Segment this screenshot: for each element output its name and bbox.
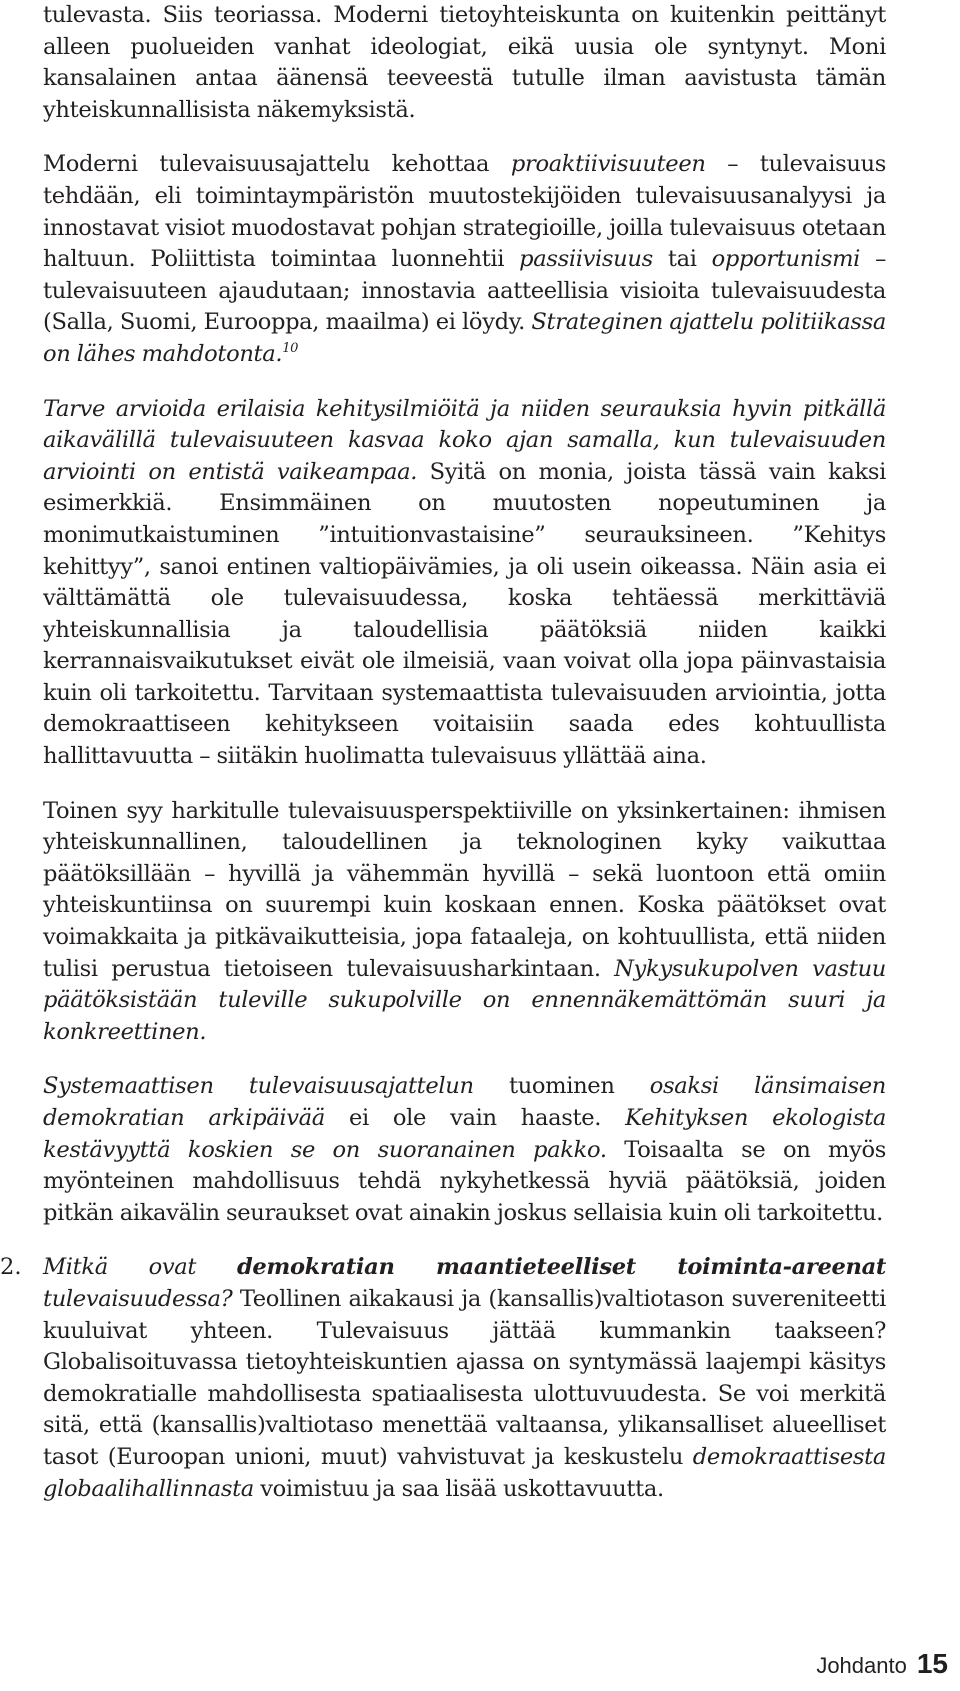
p5-text-3: Toisaalta se on myös myönteinen mahdollisuus tehdä nykyhetkessä hyviä päätöksiä, joiden pitkän aikavälin seuraukset ovat ainakin joskus sellaisia kuin oli tarkoitettu. — [43, 1136, 886, 1226]
p2-text-4: – tulevaisuuteen ajaudutaan; innostavia aatteellisia visioita tulevaisuudesta (Salla, Suomi, Eurooppa, maailma) ei löydy. — [43, 246, 887, 336]
p2-italic-opportunism: opportunismi — [711, 246, 861, 273]
item2-italic-1: Mitkä ovat — [43, 1254, 237, 1281]
p2-italic-strategic: Strateginen ajattelu politiikassa on lähes mahdotonta. — [43, 309, 886, 367]
paragraph-4 — [43, 796, 886, 1049]
item2-text-2: voimistuu ja saa lisää uskottavuutta. — [253, 1475, 664, 1502]
item2-bold-italic: demokratian maantieteelliset toiminta-areenat — [236, 1254, 886, 1281]
p2-italic-passivity: passiivisuus — [519, 246, 653, 273]
paragraph-gap — [43, 773, 886, 796]
p5-italic-3: Kehityksen ekologista kestävyyttä koskien se on suoranainen pakko. — [43, 1105, 886, 1163]
p5-text-2: ei ole vain haaste. — [324, 1105, 626, 1131]
paragraph-gap — [43, 1048, 886, 1071]
item-number: 2. — [0, 1254, 22, 1281]
p5-italic-1: Systemaattisen tulevaisuusajattelun — [43, 1073, 474, 1100]
item2-text-1: Teollinen aikakausi ja (kansallis)valtiotason suvereniteetti kuuluivat yhteen. Tulevaisuus jättää kummankin taakseen? Globalisoituvassa tietoyhteiskuntien ajassa on syntymässä laajempi käsitys demokratialle mahdollisesta spatiaalisesta ulottuvuudesta. Se voi merkitä sitä, että (kansallis)valtiotaso menettää valtaansa, ylikansalliset alueelliset tasot (Euroopan unioni, muut) vahvistuvat ja keskustelu — [43, 1285, 886, 1470]
numbered-item-2 — [0, 1252, 886, 1505]
item2-italic-3: demokraattisesta globaalihallinnasta — [43, 1443, 886, 1502]
item-2-paragraph — [43, 1252, 886, 1505]
item2-italic-2: tulevaisuudessa? — [43, 1285, 233, 1312]
paragraph-3 — [43, 394, 886, 773]
p4-text: Toinen syy harkitulle tulevaisuusperspektiiville on yksinkertainen: ihmisen yhteiskunnallinen, taloudellinen ja teknologinen kyky vaikuttaa päätöksillään – hyvillä ja vähemmän hyvillä – sekä luontoon että omiin yhteiskuntiinsa on suurempi kuin koskaan ennen. Koska päätökset ovat voimakkaita ja pitkävaikutteisia, jopa fataaleja, on kohtuullista, että niiden tulisi perustua tietoiseen tulevaisuusharkintaan. — [43, 797, 886, 982]
p2-text-1: Moderni tulevaisuusajattelu kehottaa — [43, 151, 511, 178]
paragraph-gap — [43, 371, 886, 394]
p5-text-1: tuominen — [473, 1073, 650, 1100]
p2-italic-proactivity: proaktiivisuuteen — [510, 151, 706, 178]
p5-italic-2: osaksi länsimaisen demokratian arkipäivää — [43, 1073, 886, 1131]
paragraph-gap — [43, 1229, 886, 1252]
footnote-ref[interactable]: 10 — [282, 340, 299, 356]
paragraph-2 — [43, 149, 886, 370]
page-footer — [816, 1648, 948, 1680]
p2-text-2: – tulevaisuus tehdään, eli toimintaympäristön muutostekijöiden tulevaisuusanalyysi ja innostavat visiot muodostavat pohjan strategioille, joilla tulevaisuus otetaan haltuun. Poliittista toimintaa luonnehtii — [43, 151, 887, 273]
paragraph-1-text: tulevasta. Siis teoriassa. Moderni tietoyhteiskunta on kuitenkin peittänyt alleen puolueiden vanhat ideologiat, eikä uusia ole syntynyt. Moni kansalainen antaa äänensä teeveestä tutulle ilman aavistusta tämän yhteiskunnallisista näkemyksistä. — [43, 2, 886, 123]
p3-text: Syitä on monia, joista tässä vain kaksi esimerkkiä. Ensimmäinen on muutosten nopeutuminen ja monimutkaistuminen ”intuitionvastaisine” seurauksineen. ”Kehitys kehittyy”, sanoi entinen valtiopäivämies, ja oli usein oikeassa. Näin asia ei välttämättä ole tulevaisuudessa, koska tehtäessä merkittäviä yhteiskunnallisia ja taloudellisia päätöksiä niiden kaikki kerrannaisvaikutukset eivät ole ilmeisiä, vaan voivat olla jopa päinvastaisia kuin oli tarkoitettu. Tarvitaan systemaattista tulevaisuuden arviointia, jotta demokraattiseen kehitykseen voitaisiin saada edes kohtuullista hallittavuutta – siitäkin huolimatta tulevaisuus yllättää aina. — [43, 458, 886, 770]
paragraph-gap — [43, 126, 886, 149]
paragraph-5 — [43, 1071, 886, 1229]
p3-italic-lead: Tarve arvioida erilaisia kehitysilmiöitä ja niiden seurauksia hyvin pitkällä aikavälillä tulevaisuuteen kasvaa koko ajan samalla, kun tulevaisuuden arviointi on entistä vaikeampaa. — [43, 395, 886, 485]
page-number: 15 — [916, 1648, 948, 1679]
p4-italic-responsibility: Nykysukupolven vastuu päätöksistään tuleville sukupolville on ennennäkemättömän suuri ja konkreettinen. — [43, 955, 886, 1045]
p2-text-3: tai — [652, 246, 712, 273]
paragraph-1 — [43, 0, 886, 126]
section-label: Johdanto — [816, 1653, 907, 1678]
